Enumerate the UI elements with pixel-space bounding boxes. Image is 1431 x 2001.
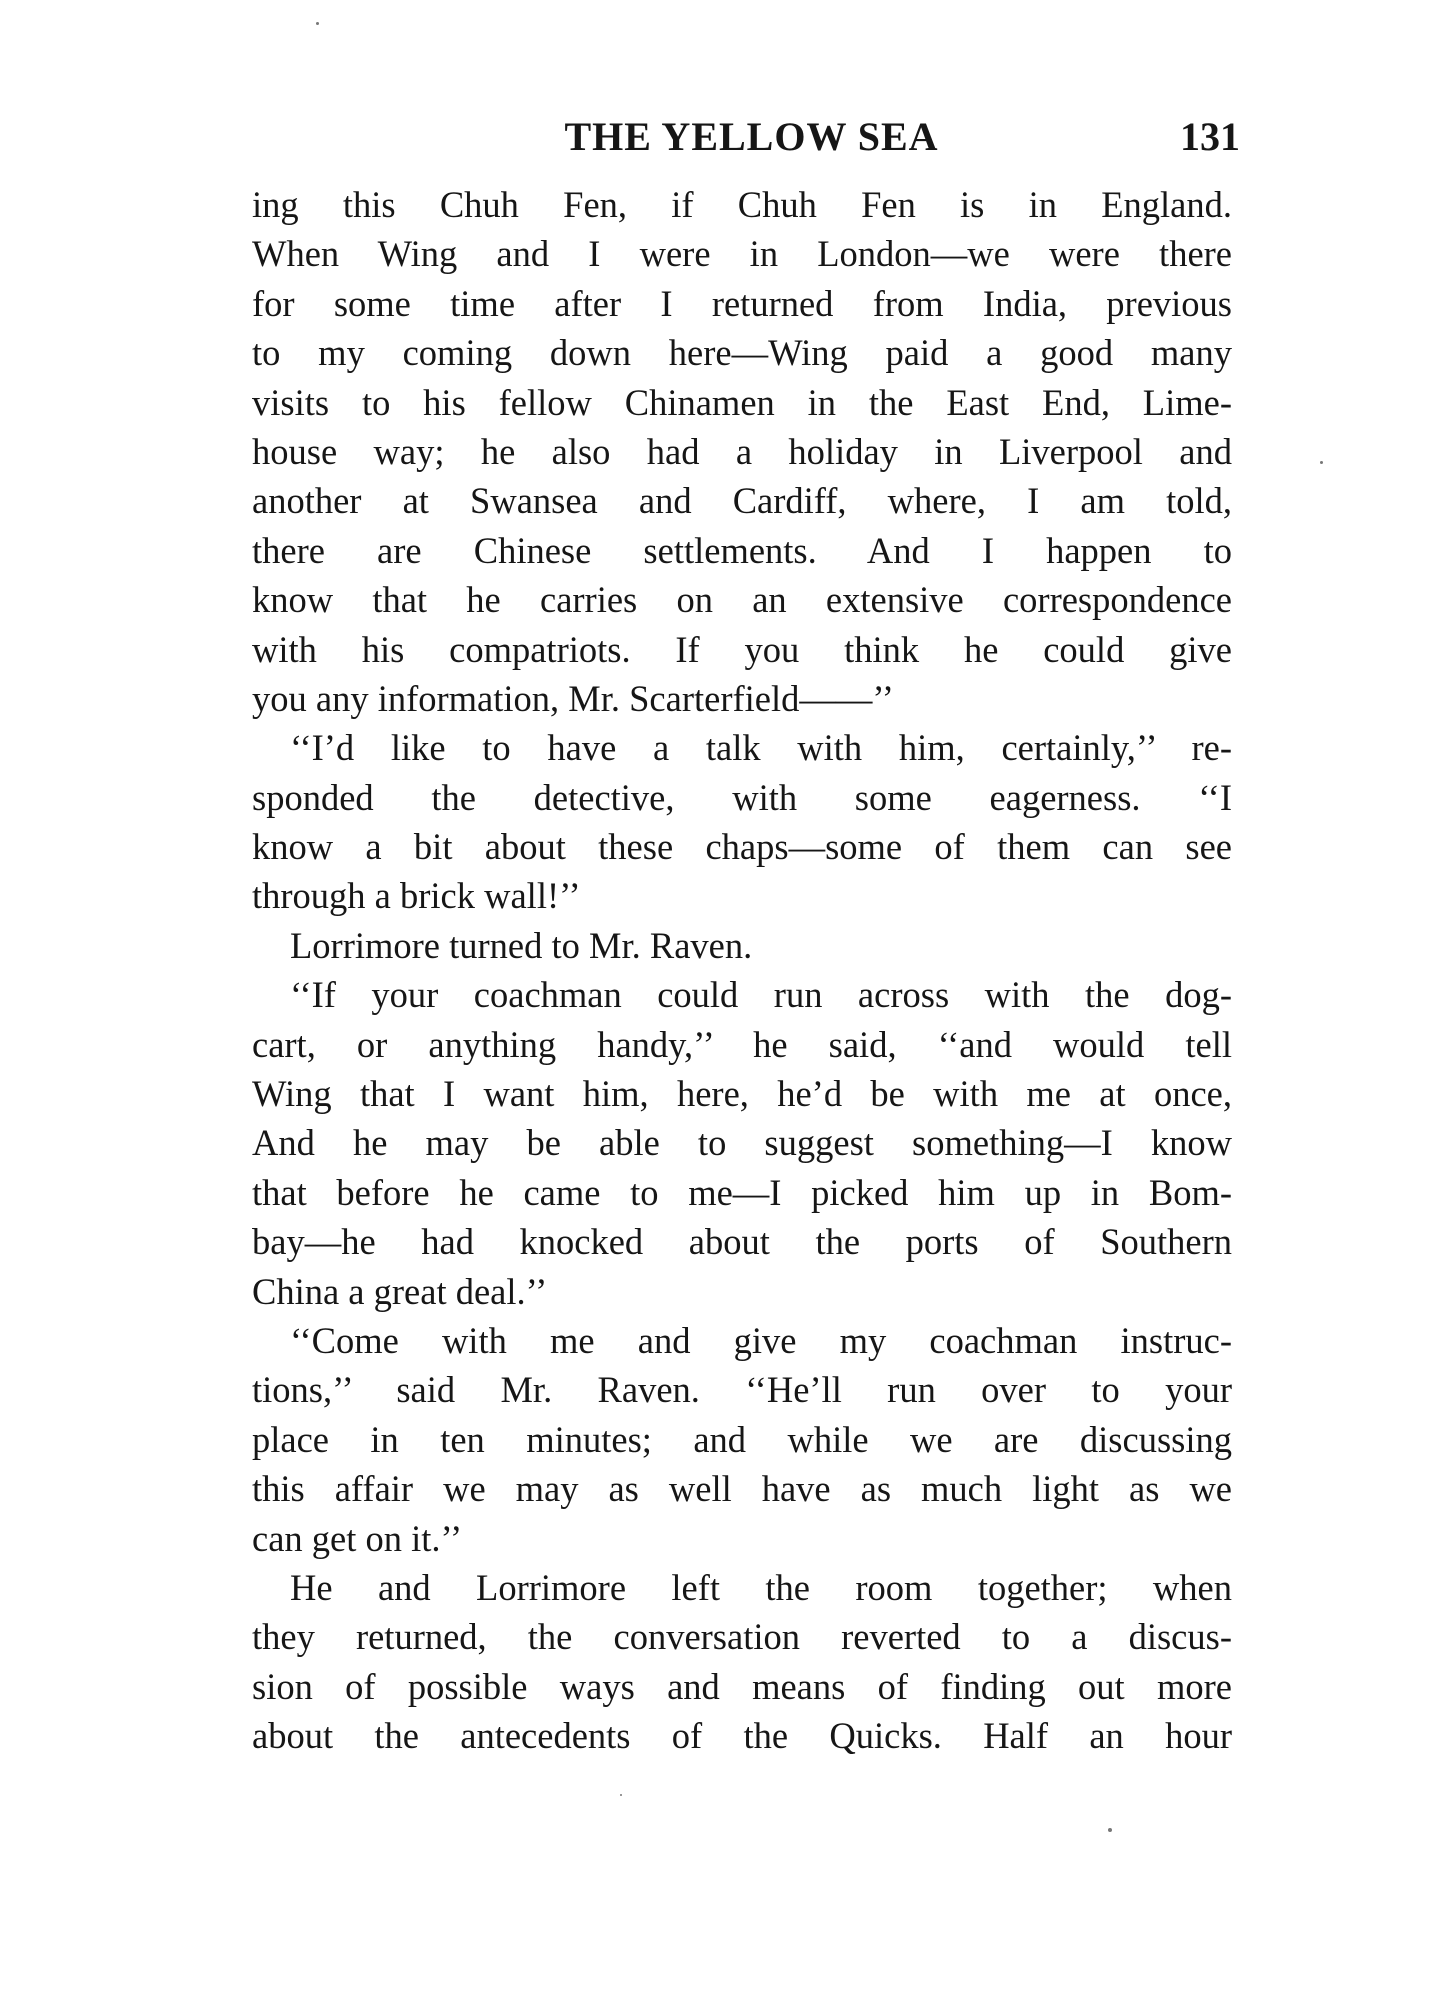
running-title: THE YELLOW SEA xyxy=(564,114,939,159)
running-head xyxy=(255,112,1240,162)
text-line: know that he carries on an extensive correspondence xyxy=(252,579,1232,621)
text-line: China a great deal.’’ xyxy=(252,1270,548,1312)
text-line: can get on it.’’ xyxy=(252,1517,463,1559)
text-line: house way; he also had a holiday in Liverpool and xyxy=(252,430,1232,472)
text-line: ing this Chuh Fen, if Chuh Fen is in England. xyxy=(252,184,1232,225)
text-line: bay—he had knocked about the ports of Southern xyxy=(252,1221,1232,1263)
text-line: sponded the detective, with some eagerness. ‘‘I xyxy=(252,776,1232,818)
print-speck xyxy=(1320,461,1323,464)
text-line: ‘‘I’d like to have a talk with him, certainly,’’ re- xyxy=(290,727,1232,769)
text-line: with his compatriots. If you think he could give xyxy=(252,628,1232,670)
text-line: visits to his fellow Chinamen in the East End, Lime- xyxy=(252,381,1232,423)
print-speck xyxy=(620,1794,622,1796)
text-line: that before he came to me—I picked him up in Bom- xyxy=(252,1171,1232,1213)
text-line: you any information, Mr. Scarterfield——’’ xyxy=(252,677,894,719)
text-line: to my coming down here—Wing paid a good many xyxy=(252,332,1232,374)
text-line: there are Chinese settlements. And I happen to xyxy=(252,529,1232,571)
text-line: And he may be able to suggest something—I know xyxy=(252,1122,1232,1164)
text-line: sion of possible ways and means of finding out more xyxy=(252,1665,1232,1707)
print-speck xyxy=(316,22,319,25)
text-line: cart, or anything handy,’’ he said, ‘‘and would tell xyxy=(252,1023,1232,1065)
text-line: know a bit about these chaps—some of them can see xyxy=(252,826,1232,868)
text-line: they returned, the conversation reverted to a discus- xyxy=(252,1616,1232,1658)
text-line: When Wing and I were in London—we were there xyxy=(252,233,1232,275)
text-line: for some time after I returned from India, previous xyxy=(252,282,1232,324)
text-line: ‘‘Come with me and give my coachman instruc- xyxy=(290,1319,1232,1361)
text-line: ‘‘If your coachman could run across with the dog- xyxy=(290,974,1232,1016)
body-text xyxy=(252,180,1232,1761)
text-line: Lorrimore turned to Mr. Raven. xyxy=(290,924,753,966)
print-speck xyxy=(1108,1828,1112,1832)
text-line: place in ten minutes; and while we are discussing xyxy=(252,1418,1232,1460)
text-line: another at Swansea and Cardiff, where, I am told, xyxy=(252,480,1232,522)
text-line: Wing that I want him, here, he’d be with me at once, xyxy=(252,1073,1232,1115)
text-line: this affair we may as well have as much light as we xyxy=(252,1468,1232,1510)
text-line: about the antecedents of the Quicks. Half an hour xyxy=(252,1715,1232,1757)
text-line: through a brick wall!’’ xyxy=(252,875,581,917)
text-line: tions,’’ said Mr. Raven. ‘‘He’ll run over to your xyxy=(252,1369,1232,1411)
text-line: He and Lorrimore left the room together; when xyxy=(290,1566,1232,1608)
page-number: 131 xyxy=(1180,114,1240,159)
